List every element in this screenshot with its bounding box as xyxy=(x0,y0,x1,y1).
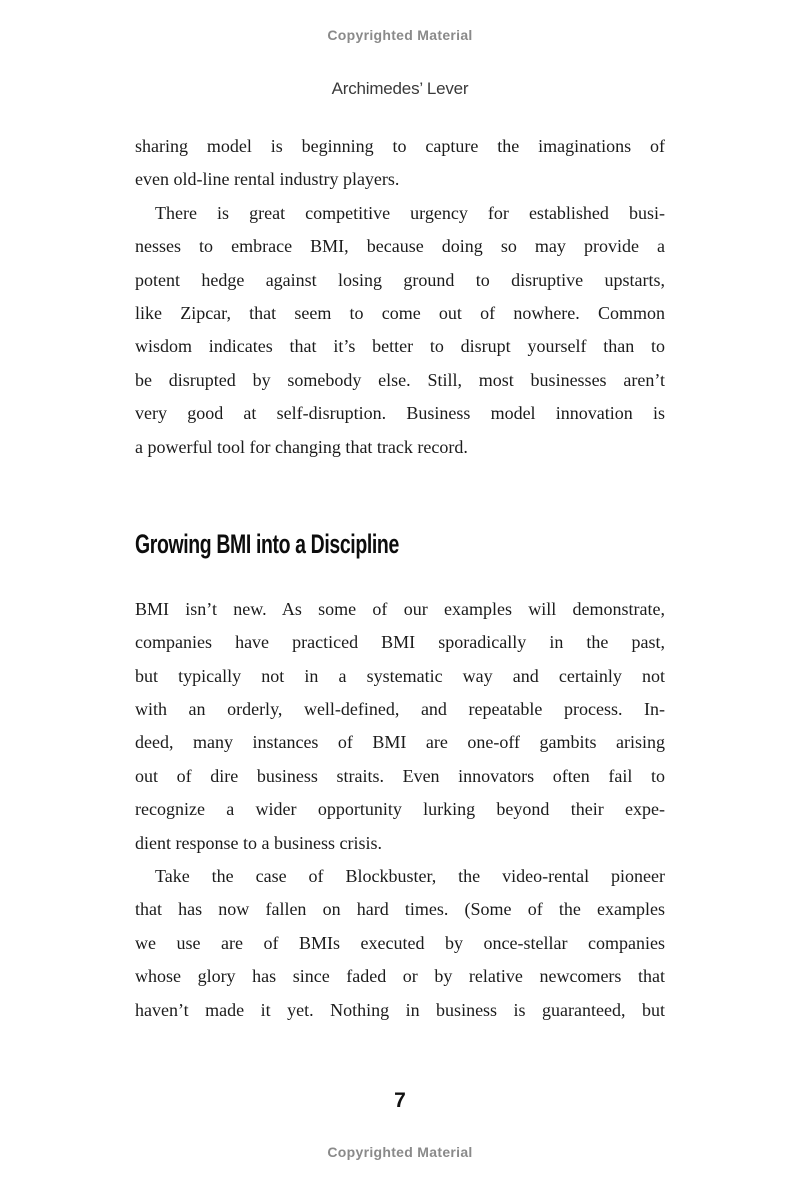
text-line: very good at self-disruption. Business model innovation is xyxy=(135,403,665,424)
text-line: we use are of BMIs executed by once-stellar companies xyxy=(135,932,665,953)
page-number: 7 xyxy=(394,1089,406,1112)
text-line: with an orderly, well-defined, and repeatable process. In- xyxy=(135,699,665,720)
text-line: haven’t made it yet. Nothing in business is guaranteed, but xyxy=(135,999,665,1020)
text-line: recognize a wider opportunity lurking beyond their expe- xyxy=(135,799,665,820)
text-line: deed, many instances of BMI are one-off gambits arising xyxy=(135,732,665,753)
text-line: sharing model is beginning to capture the imaginations of xyxy=(135,136,665,156)
text-line: wisdom indicates that it’s better to disrupt yourself than to xyxy=(135,336,665,357)
text-line: nesses to embrace BMI, because doing so may provide a xyxy=(135,236,665,257)
text-line: whose glory has since faded or by relative newcomers that xyxy=(135,966,665,987)
text-line: companies have practiced BMI sporadically in the past, xyxy=(135,632,665,653)
body-text xyxy=(135,130,665,1027)
running-header: Archimedes’ Lever xyxy=(331,79,469,98)
paragraph xyxy=(135,130,665,197)
copyright-notice-bottom: Copyrighted Material xyxy=(327,1144,473,1160)
copyright-notice-top: Copyrighted Material xyxy=(327,27,473,43)
text-line: Take the case of Blockbuster, the video-rental pioneer xyxy=(155,866,665,887)
text-line: a powerful tool for changing that track record. xyxy=(135,436,468,457)
text-line: There is great competitive urgency for established busi- xyxy=(155,202,665,223)
text-line: dient response to a business crisis. xyxy=(135,832,382,853)
text-line: even old-line rental industry players. xyxy=(135,169,400,190)
paragraph xyxy=(135,593,665,860)
text-line: out of dire business straits. Even innovators often fail to xyxy=(135,765,665,786)
text-line: BMI isn’t new. As some of our examples will demonstrate, xyxy=(135,598,665,619)
paragraph xyxy=(135,860,665,1027)
text-line: that has now fallen on hard times. (Some of the examples xyxy=(135,899,665,920)
paragraph xyxy=(135,197,665,464)
text-line: be disrupted by somebody else. Still, most businesses aren’t xyxy=(135,369,665,390)
text-line: but typically not in a systematic way and certainly not xyxy=(135,665,665,686)
text-line: potent hedge against losing ground to disruptive upstarts, xyxy=(135,269,665,290)
section-heading: Growing BMI into a Discipline xyxy=(135,528,399,559)
text-line: like Zipcar, that seem to come out of nowhere. Common xyxy=(135,302,665,323)
